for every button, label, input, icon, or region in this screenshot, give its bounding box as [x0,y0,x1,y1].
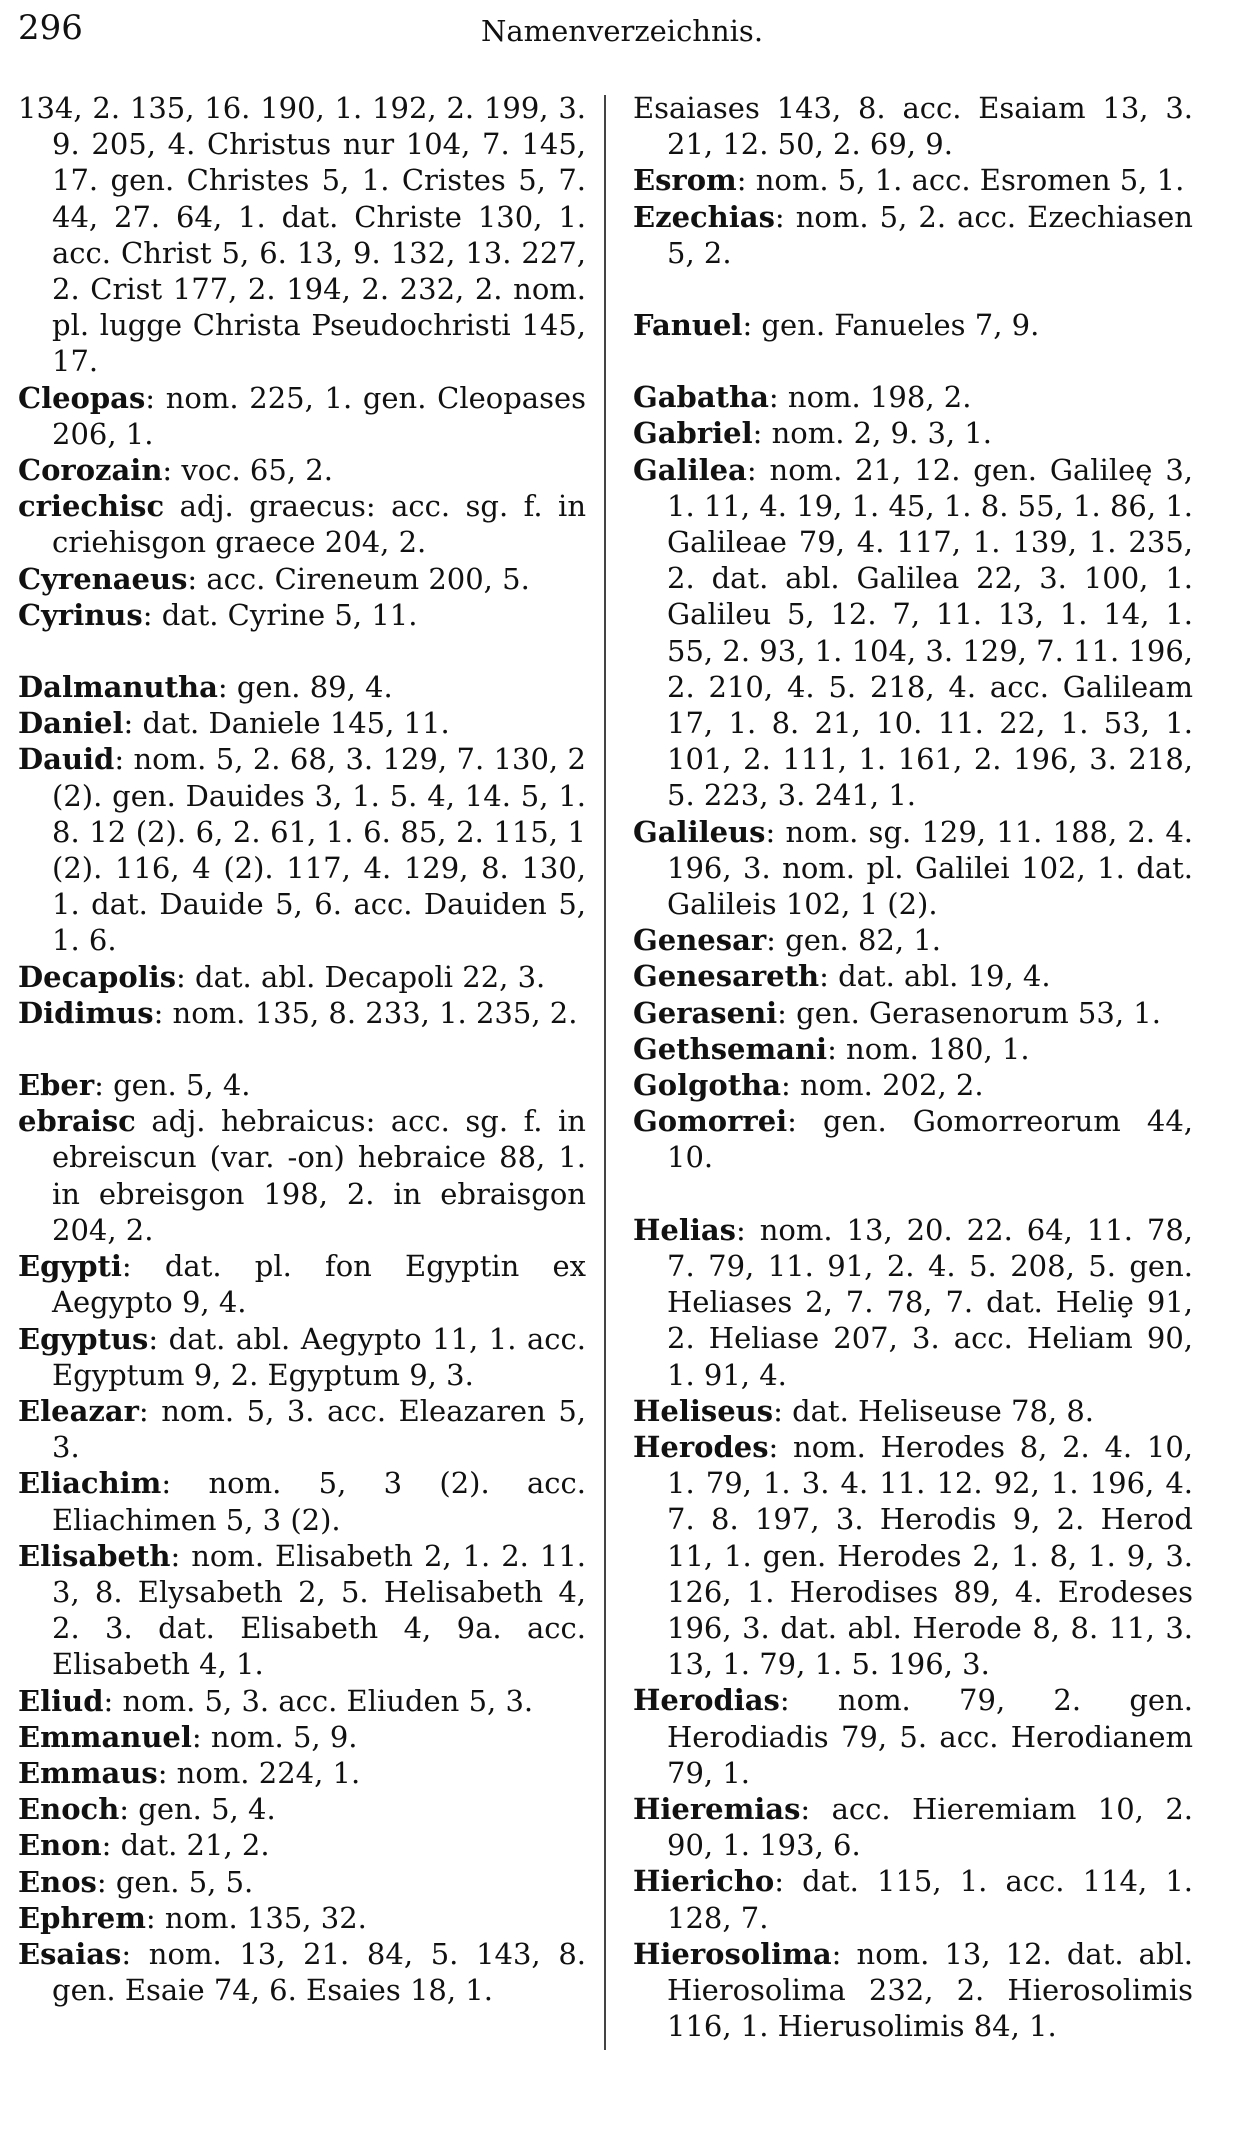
index-entry [633,1212,1193,1393]
entry-references: : nom. 135, 32. [145,1900,367,1935]
entry-references: : gen. Fanueles 7, 9. [742,308,1040,343]
entry-references: : nom. 21, 12. gen. Galileę 3, 1. 11, 4. 19, 1. 45, 1. 8. 55, 1. 86, 1. Galileae 79, 4. 117, 1. 139, 1. 235, 2. dat. abl. Galilea 22, 3. 100, 1. Galileu 5, 12. 7, 11. 13, 1. 14, 1. 55, 2. 93, 1. 104, 3. 129, 7. 11. 196, 2. 210, 4. 5. 218, 4. acc. Galileam 17, 1. 8. 21, 10. 11. 22, 1. 53, 1. 101, 2. 111, 1. 161, 2. 196, 3. 218, 5. 223, 3. 241, 1. [667,452,1193,813]
entry-headword: Enon [18,1828,102,1863]
entry-headword: Enoch [18,1792,120,1827]
entry-headword: Didimus [18,995,154,1030]
index-entry [18,1067,586,1103]
index-entry [633,958,1193,994]
entry-references: : nom. 180, 1. [827,1031,1030,1066]
entry-headword: Cyrinus [18,597,143,632]
index-entry [18,452,586,488]
entry-references: : dat. Daniele 145, 11. [123,706,450,741]
entry-references: : nom. 5, 2. acc. Ezechiasen 5, 2. [667,199,1193,270]
index-entry [18,1683,586,1719]
entry-headword: Daniel [18,706,124,741]
letter-section-gap [18,1031,586,1067]
entry-references: : dat. abl. 19, 4. [819,959,1051,994]
entry-headword: Genesareth [633,959,820,994]
letter-section-gap [633,343,1193,379]
entry-references: : nom. 79, 2. gen. Herodiadis 79, 5. acc. Herodianem 79, 1. [667,1683,1193,1790]
index-entry [18,1791,586,1827]
index-entry [18,380,586,452]
entry-headword: Dauid [18,742,115,777]
index-entry [18,1936,586,2008]
entry-references: : gen. Gerasenorum 53, 1. [777,995,1161,1030]
entry-headword: Esrom [633,163,737,198]
index-entry [18,705,586,741]
entry-references: : nom. 202, 2. [781,1068,984,1103]
entry-references: : nom. Elisabeth 2, 1. 2. 11. 3, 8. Elysabeth 2, 5. Helisabeth 4, 2. 3. dat. Elisabeth 4, 9a. acc. Elisabeth 4, 1. [52,1538,586,1682]
entry-headword: Fanuel [633,308,743,343]
entry-references: : nom. 5, 3 (2). acc. Eliachimen 5, 3 (2). [52,1466,586,1537]
entry-references: : nom. 5, 3. acc. Eleazaren 5, 3. [52,1393,586,1465]
entry-headword: Ezechias [633,199,775,234]
entry-headword: Herodes [633,1429,769,1464]
entry-headword: Elisabeth [18,1538,171,1573]
entry-headword: Corozain [18,453,163,488]
index-entry [633,379,1193,415]
entry-references: : dat. abl. Decapoli 22, 3. [176,959,546,994]
entry-references: : nom. 224, 1. [157,1755,361,1790]
index-entry [633,90,1193,162]
running-title: Namenverzeichnis. [480,14,764,48]
index-entry [633,1067,1193,1103]
entry-headword: Egyptus [18,1321,149,1356]
entry-references: : nom. 5, 1. acc. Esromen 5, 1. [736,163,1185,198]
entry-references: : nom. sg. 129, 11. 188, 2. 4. 196, 3. nom. pl. Galilei 102, 1. dat. Galileis 102, 1 (2). [667,814,1193,922]
index-entry [633,1682,1193,1791]
page-header [18,8,1226,68]
index-entry [633,1791,1193,1863]
entry-headword: Gethsemani [633,1031,828,1066]
index-entry [18,561,586,597]
index-entry [633,995,1193,1031]
entry-headword: Decapolis [18,959,177,994]
right-column [633,90,1193,2044]
entry-headword: Cleopas [18,380,146,415]
index-entry [18,995,586,1031]
index-entry [18,90,586,380]
entry-headword: Dalmanutha [18,670,218,705]
entry-headword: Enos [18,1864,97,1899]
entry-headword: criechisc [18,489,165,524]
entry-headword: Eleazar [18,1393,139,1428]
entry-references: : nom. 5, 3. acc. Eliuden 5, 3. [103,1683,534,1718]
entry-headword: Golgotha [633,1068,782,1103]
entry-headword: Hieremias [633,1791,801,1826]
entry-references: : gen. 89, 4. [217,670,393,705]
index-entry [18,1864,586,1900]
entry-headword: Hiericho [633,1864,775,1899]
entry-references: : gen. 5, 4. [94,1068,251,1103]
entry-references: : nom. 13, 12. dat. abl. Hierosolima 232, 2. Hierosolimis 116, 1. Hierusolimis 84, 1. [667,1936,1193,2044]
entry-references: : dat. Cyrine 5, 11. [142,597,418,632]
index-entry [18,1248,586,1320]
index-entry [633,1031,1193,1067]
entry-references: : nom. 2, 9. 3, 1. [752,416,993,451]
index-entry [633,814,1193,923]
entry-references: adj. hebraicus: acc. sg. f. in ebreiscun (var. -on) hebraice 88, 1. in ebreisgon 198, 2. in ebraisgon 204, 2. [52,1104,586,1247]
entry-headword: Emmanuel [18,1719,192,1754]
index-entry [633,162,1193,198]
index-entry [18,1755,586,1791]
entry-references: : voc. 65, 2. [162,453,333,488]
page-number: 296 [18,8,83,48]
index-entry [18,741,586,958]
entry-references: : acc. Hieremiam 10, 2. 90, 1. 193, 6. [667,1791,1193,1863]
letter-section-gap [633,271,1193,307]
entry-headword: Ephrem [18,1900,146,1935]
entry-references: : nom. 5, 9. [191,1719,358,1754]
index-entry [633,1393,1193,1429]
index-entry [18,1719,586,1755]
entry-references: : dat. pl. fon Egyptin ex Aegypto 9, 4. [52,1249,586,1320]
entry-headword: Heliseus [633,1393,774,1428]
entry-references: : dat. abl. Aegypto 11, 1. acc. Egyptum 9, 2. Egyptum 9, 3. [52,1321,586,1392]
entry-references: : gen. 5, 5. [96,1864,254,1899]
entry-headword: Emmaus [18,1755,158,1790]
entry-headword: Helias [633,1212,737,1247]
index-entry [633,307,1193,343]
entry-references: : gen. 5, 4. [119,1792,276,1827]
letter-section-gap [18,633,586,669]
entry-references: : nom. 198, 2. [768,380,972,415]
entry-references: : nom. 225, 1. gen. Cleopases 206, 1. [52,380,586,451]
entry-references: : gen. 82, 1. [766,923,941,958]
index-entry [18,597,586,633]
entry-references: : nom. 135, 8. 233, 1. 235, 2. [153,995,578,1030]
entry-headword: Eliachim [18,1466,162,1501]
index-entry [18,1393,586,1465]
entry-references: : nom. 13, 21. 84, 5. 143, 8. gen. Esaie 74, 6. Esaies 18, 1. [52,1936,586,2008]
entry-references: adj. graecus: acc. sg. f. in criehisgon graece 204, 2. [52,489,586,560]
entry-headword: Eber [18,1068,95,1103]
entry-headword: ebraisc [18,1104,136,1139]
entry-headword: Esaias [18,1936,122,1971]
index-entry [633,1936,1193,2045]
entry-references: : dat. Heliseuse 78, 8. [773,1393,1095,1428]
index-entry [18,1465,586,1537]
left-column [18,90,586,2008]
index-entry [633,415,1193,451]
index-entry [18,488,586,560]
entry-headword: Eliud [18,1683,104,1718]
entry-references: Esaiases 143, 8. acc. Esaiam 13, 3. 21, 12. 50, 2. 69, 9. [633,91,1193,162]
entry-references: : nom. Herodes 8, 2. 4. 10, 1. 79, 1. 3. 4. 11. 12. 92, 1. 196, 4. 7. 8. 197, 3. Herodis 9, 2. Herod 11, 1. gen. Herodes 2, 1. 8, 1. 9, 3. 126, 1. Herodises 89, 4. Erodeses 196, 3. dat. abl. Herode 8, 8. 11, 3. 13, 1. 79, 1. 5. 196, 3. [667,1429,1193,1682]
entry-headword: Geraseni [633,995,778,1030]
entry-headword: Gabriel [633,416,753,451]
entry-headword: Egypti [18,1249,122,1284]
letter-section-gap [633,1176,1193,1212]
entry-headword: Hierosolima [633,1936,832,1971]
entry-references: 134, 2. 135, 16. 190, 1. 192, 2. 199, 3. 9. 205, 4. Christus nur 104, 7. 145, 17. gen. Christes 5, 1. Cristes 5, 7. 44, 27. 64, 1. dat. Christe 130, 1. acc. Christ 5, 6. 13, 9. 132, 13. 227, 2. Crist 177, 2. 194, 2. 232, 2. nom. pl. lugge Christa Pseudochristi 145, 17. [18,91,586,379]
index-entry [18,1103,586,1248]
index-entry [633,452,1193,814]
entry-headword: Gabatha [633,380,769,415]
entry-references: : dat. 115, 1. acc. 114, 1. 128, 7. [667,1864,1193,1935]
index-entry [633,1863,1193,1935]
entry-headword: Cyrenaeus [18,561,188,596]
index-entry [633,1429,1193,1682]
index-entry [18,1900,586,1936]
entry-references: : acc. Cireneum 200, 5. [187,561,530,596]
index-entry [18,1827,586,1863]
index-entry [18,959,586,995]
index-entry [633,922,1193,958]
entry-headword: Genesar [633,923,767,958]
index-entry [633,1103,1193,1175]
entry-headword: Galilea [633,452,747,487]
index-entry [18,1538,586,1683]
entry-references: : nom. 5, 2. 68, 3. 129, 7. 130, 2 (2). gen. Dauides 3, 1. 5. 4, 14. 5, 1. 8. 12 (2). 6, 2. 61, 1. 6. 85, 2. 115, 1 (2). 116, 4 (2). 117, 4. 129, 8. 130, 1. dat. Dauide 5, 6. acc. Dauiden 5, 1. 6. [52,742,586,958]
column-divider [604,95,606,2050]
entry-headword: Galileus [633,814,766,849]
entry-references: : nom. 13, 20. 22. 64, 11. 78, 7. 79, 11. 91, 2. 4. 5. 208, 5. gen. Heliases 2, 7. 78, 7. dat. Heliȩ 91, 2. Heliase 207, 3. acc. Heliam 90, 1. 91, 4. [667,1212,1193,1392]
entry-headword: Herodias [633,1683,780,1718]
entry-references: : dat. 21, 2. [101,1828,270,1863]
entry-headword: Gomorrei [633,1104,788,1139]
index-entry [18,1321,586,1393]
index-entry [633,199,1193,271]
index-entry [18,669,586,705]
entry-references: : gen. Gomorreorum 44, 10. [667,1104,1193,1175]
